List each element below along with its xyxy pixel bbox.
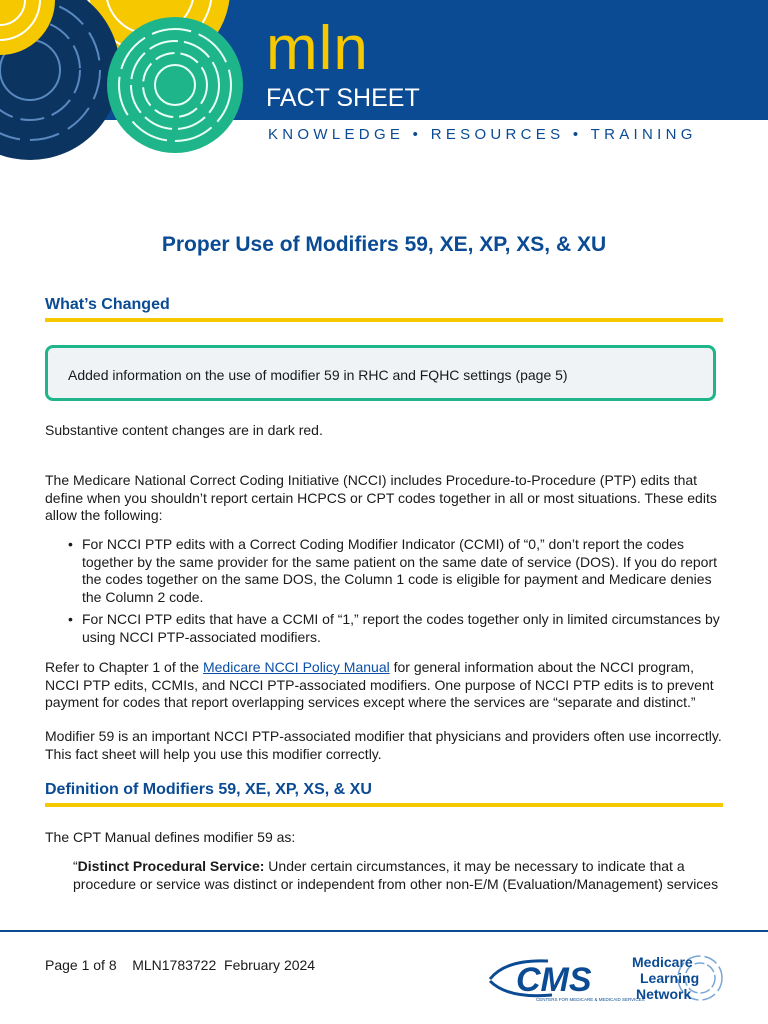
ncci-paragraph: The Medicare National Correct Coding Initiative (NCCI) includes Procedure-to-Procedure (PTP) edits that define when you shouldn’t report certain HCPCS or CPT codes together in all or most situations. These edits allow the following: [45,472,717,523]
list-item: • For NCCI PTP edits that have a CCMI of “1,” report the codes together only in limited circumstances by using NCCI PTP-associated modifiers. [68,611,720,645]
page-number: Page 1 of 8 [45,957,117,973]
tagline: KNOWLEDGE • RESOURCES • TRAINING [268,126,697,143]
doc-id: MLN1783722 [132,957,217,973]
bullet-icon: • [68,536,73,552]
definition-quote: “Distinct Procedural Service: Under certain circumstances, it may be necessary to indicate that a procedure or service was distinct or independent from other non-E/M (Evaluation/Management) services [73,858,719,892]
page-title: Proper Use of Modifiers 59, XE, XP, XS, & XU [161,233,607,256]
changes-callout [45,345,716,401]
footer-page-info [45,957,315,973]
header-banner [0,0,768,120]
mln-logo: mln [266,14,369,83]
section-divider [45,803,723,807]
doc-date: February 2024 [224,957,316,973]
refer-paragraph: Refer to Chapter 1 of the Medicare NCCI Policy Manual for general information about the NCCI program, NCCI PTP edits, CCMIs, and NCCI PTP-associated modifiers. One purpose of NCCI PTP edits is to prevent payment for codes that report overlapping services except where the services are “separate and distinct.” [45,659,714,710]
svg-text:Learning: Learning [640,970,700,986]
svg-text:Network: Network [636,986,692,1002]
bullet-icon: • [68,611,73,627]
footer-divider [0,930,768,932]
decorative-circles-art [0,0,260,120]
intro-note: Substantive content changes are in dark red. [45,422,323,438]
cms-logo-text: CMS [516,961,592,999]
fact-sheet-label: FACT SHEET [266,84,420,112]
ncci-bullet-list [70,536,720,651]
svg-text:Medicare: Medicare [632,954,693,970]
ncci-policy-manual-link[interactable]: Medicare NCCI Policy Manual [202,659,390,675]
whats-changed-heading: What’s Changed [45,296,170,313]
definition-intro: The CPT Manual defines modifier 59 as: [45,829,296,845]
list-item: • For NCCI PTP edits with a Correct Coding Modifier Indicator (CCMI) of “0,” don’t report the codes together by the same provider for the same patient on the same date of service (DOS). If you do report the codes together on the same DOS, the Column 1 code is eligible for payment and Medicare denies the Column 2 code. [68,536,717,605]
modifier-paragraph: Modifier 59 is an important NCCI PTP-associated modifier that physicians and providers often use incorrectly. This fact sheet will help you use this modifier correctly. [45,728,722,762]
cms-logo [486,955,645,1003]
callout-text: Added information on the use of modifier 59 in RHC and FQHC settings (page 5) [68,367,568,383]
medicare-learning-network-logo [630,952,730,1004]
quote-term: Distinct Procedural Service: [77,858,265,874]
definition-heading: Definition of Modifiers 59, XE, XP, XS, & XU [45,781,372,798]
section-divider [45,318,723,322]
cms-logo-subtext: CENTERS FOR MEDICARE & MEDICAID SERVICES [536,997,645,1002]
